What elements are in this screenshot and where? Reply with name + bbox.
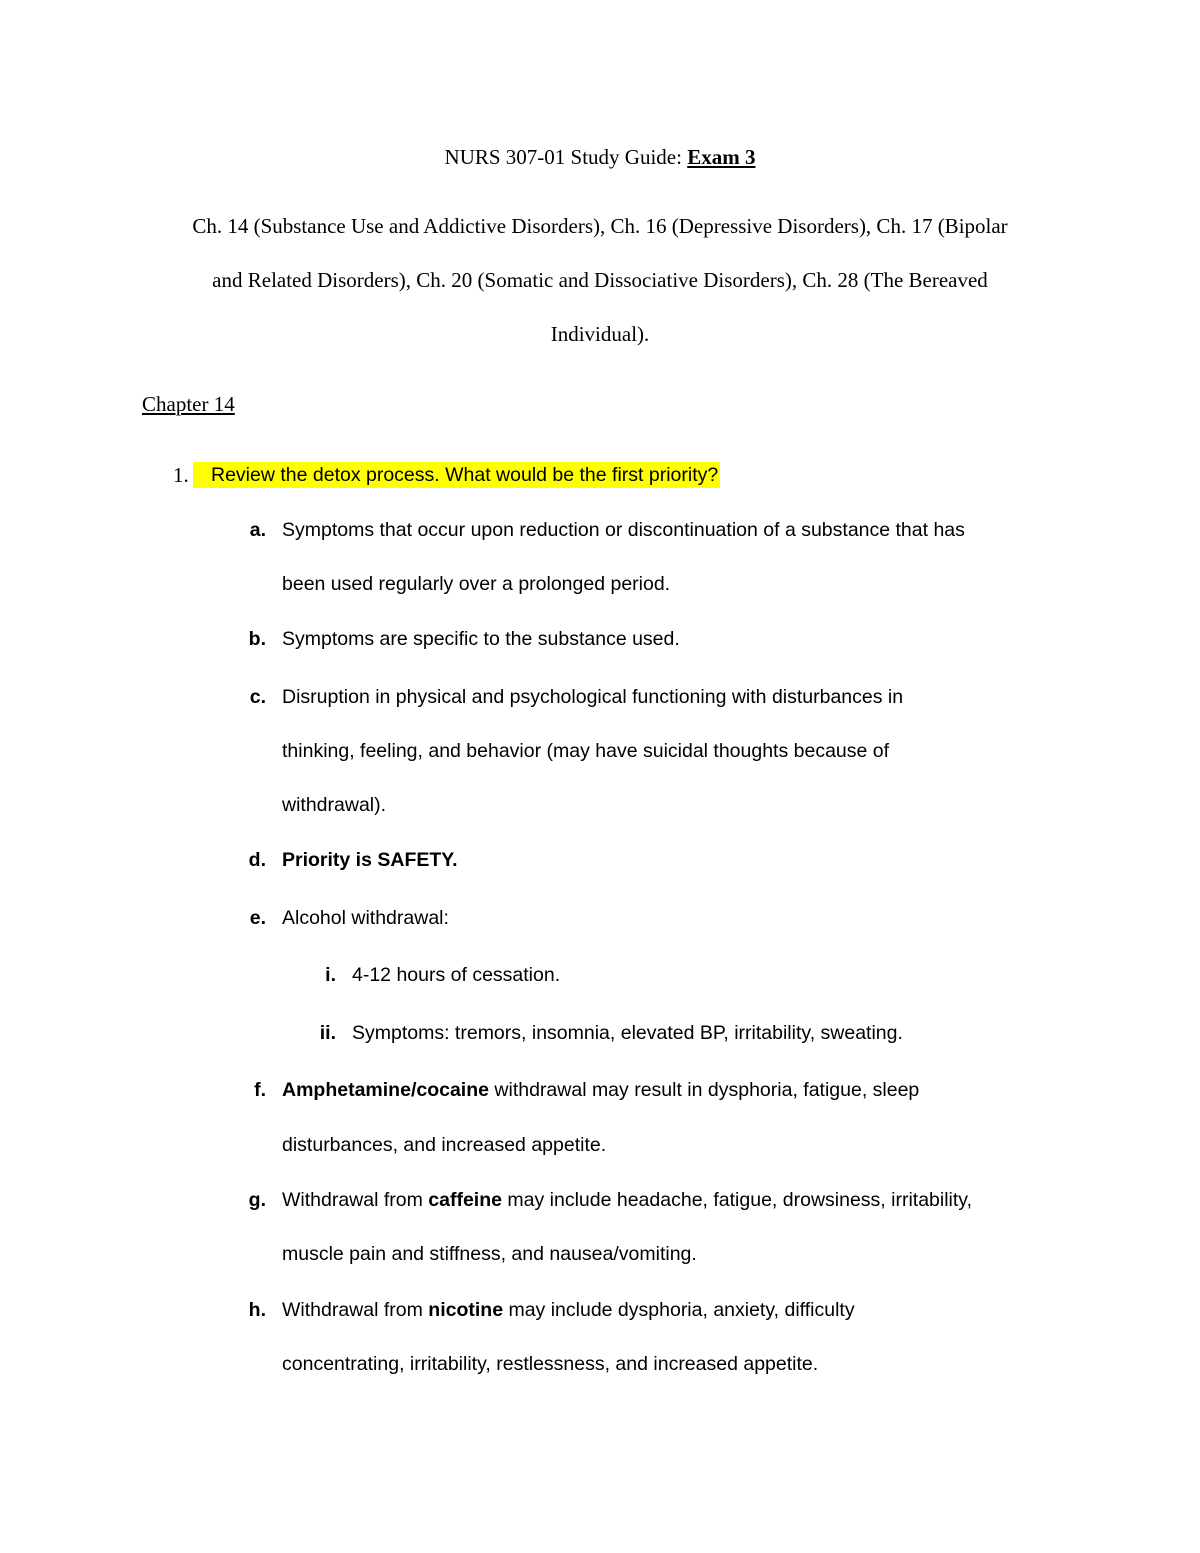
list-item-c-line-2: thinking, feeling, and behavior (may have suicidal thoughts because of [282,740,890,762]
list-marker-h: h. [248,1299,266,1321]
chapters-line-2: and Related Disorders), Ch. 20 (Somatic and Dissociative Disorders), Ch. 28 (The Bereaved [212,268,988,292]
list-marker-a: a. [249,519,266,541]
list-item-g-line-1 [282,1187,972,1213]
title-exam-emphasis: Exam 3 [687,145,756,169]
list-item-f-line-1-rest: withdrawal may result in dysphoria, fatigue, sleep [488,1079,920,1101]
chapters-line-3: Individual). [550,322,650,346]
section-heading: Chapter 14 [142,392,235,416]
list-item-c-line-1: Disruption in physical and psychological functioning with disturbances in [282,686,904,708]
list-item-h-line-1 [282,1297,855,1323]
list-item-c-line-3: withdrawal). [282,794,387,816]
list-item-g-bold-term: caffeine [428,1189,502,1211]
list-marker-b: b. [248,628,266,650]
sublist-marker-i: i. [325,964,336,986]
list-marker-g: g. [248,1189,266,1211]
list-marker-d: d. [248,849,266,871]
list-item-h-line-1-rest: may include dysphoria, anxiety, difficulty [503,1299,855,1321]
list-item-f-line-2: disturbances, and increased appetite. [282,1134,607,1156]
chapters-line-1: Ch. 14 (Substance Use and Addictive Disorders), Ch. 16 (Depressive Disorders), Ch. 17 (Bipolar [192,214,1008,238]
sublist-marker-ii: ii. [319,1022,336,1044]
list-item-b-line-1: Symptoms are specific to the substance used. [282,628,680,650]
list-item-g-line-1-rest: may include headache, fatigue, drowsiness, irritability, [501,1189,973,1211]
list-marker-e: e. [249,907,266,929]
list-marker-f: f. [254,1079,266,1101]
question-number: 1. [173,463,189,487]
list-item-g-line-1-pre: Withdrawal from [282,1189,429,1211]
sublist-item-ii: Symptoms: tremors, insomnia, elevated BP, irritability, sweating. [352,1022,903,1044]
title-prefix: NURS 307-01 Study Guide: [444,145,688,169]
list-item-e-line-1: Alcohol withdrawal: [282,907,449,929]
list-item-h-bold-term: nicotine [428,1299,504,1321]
list-item-h-line-1-pre: Withdrawal from [282,1299,429,1321]
list-item-g-line-2: muscle pain and stiffness, and nausea/vomiting. [282,1243,697,1265]
document-title [0,144,1200,170]
list-item-a-line-1: Symptoms that occur upon reduction or discontinuation of a substance that has [282,519,965,541]
question-highlighted-text: Review the detox process. What would be the first priority? [193,462,720,488]
list-item-a-line-2: been used regularly over a prolonged period. [282,573,671,595]
list-item-d-line-1: Priority is SAFETY. [282,849,458,871]
sublist-item-i: 4-12 hours of cessation. [352,964,561,986]
list-item-f-bold-term: Amphetamine/cocaine [282,1079,489,1101]
list-marker-c: c. [249,686,266,708]
list-item-h-line-2: concentrating, irritability, restlessness, and increased appetite. [282,1353,819,1375]
list-item-f-line-1 [282,1077,919,1103]
